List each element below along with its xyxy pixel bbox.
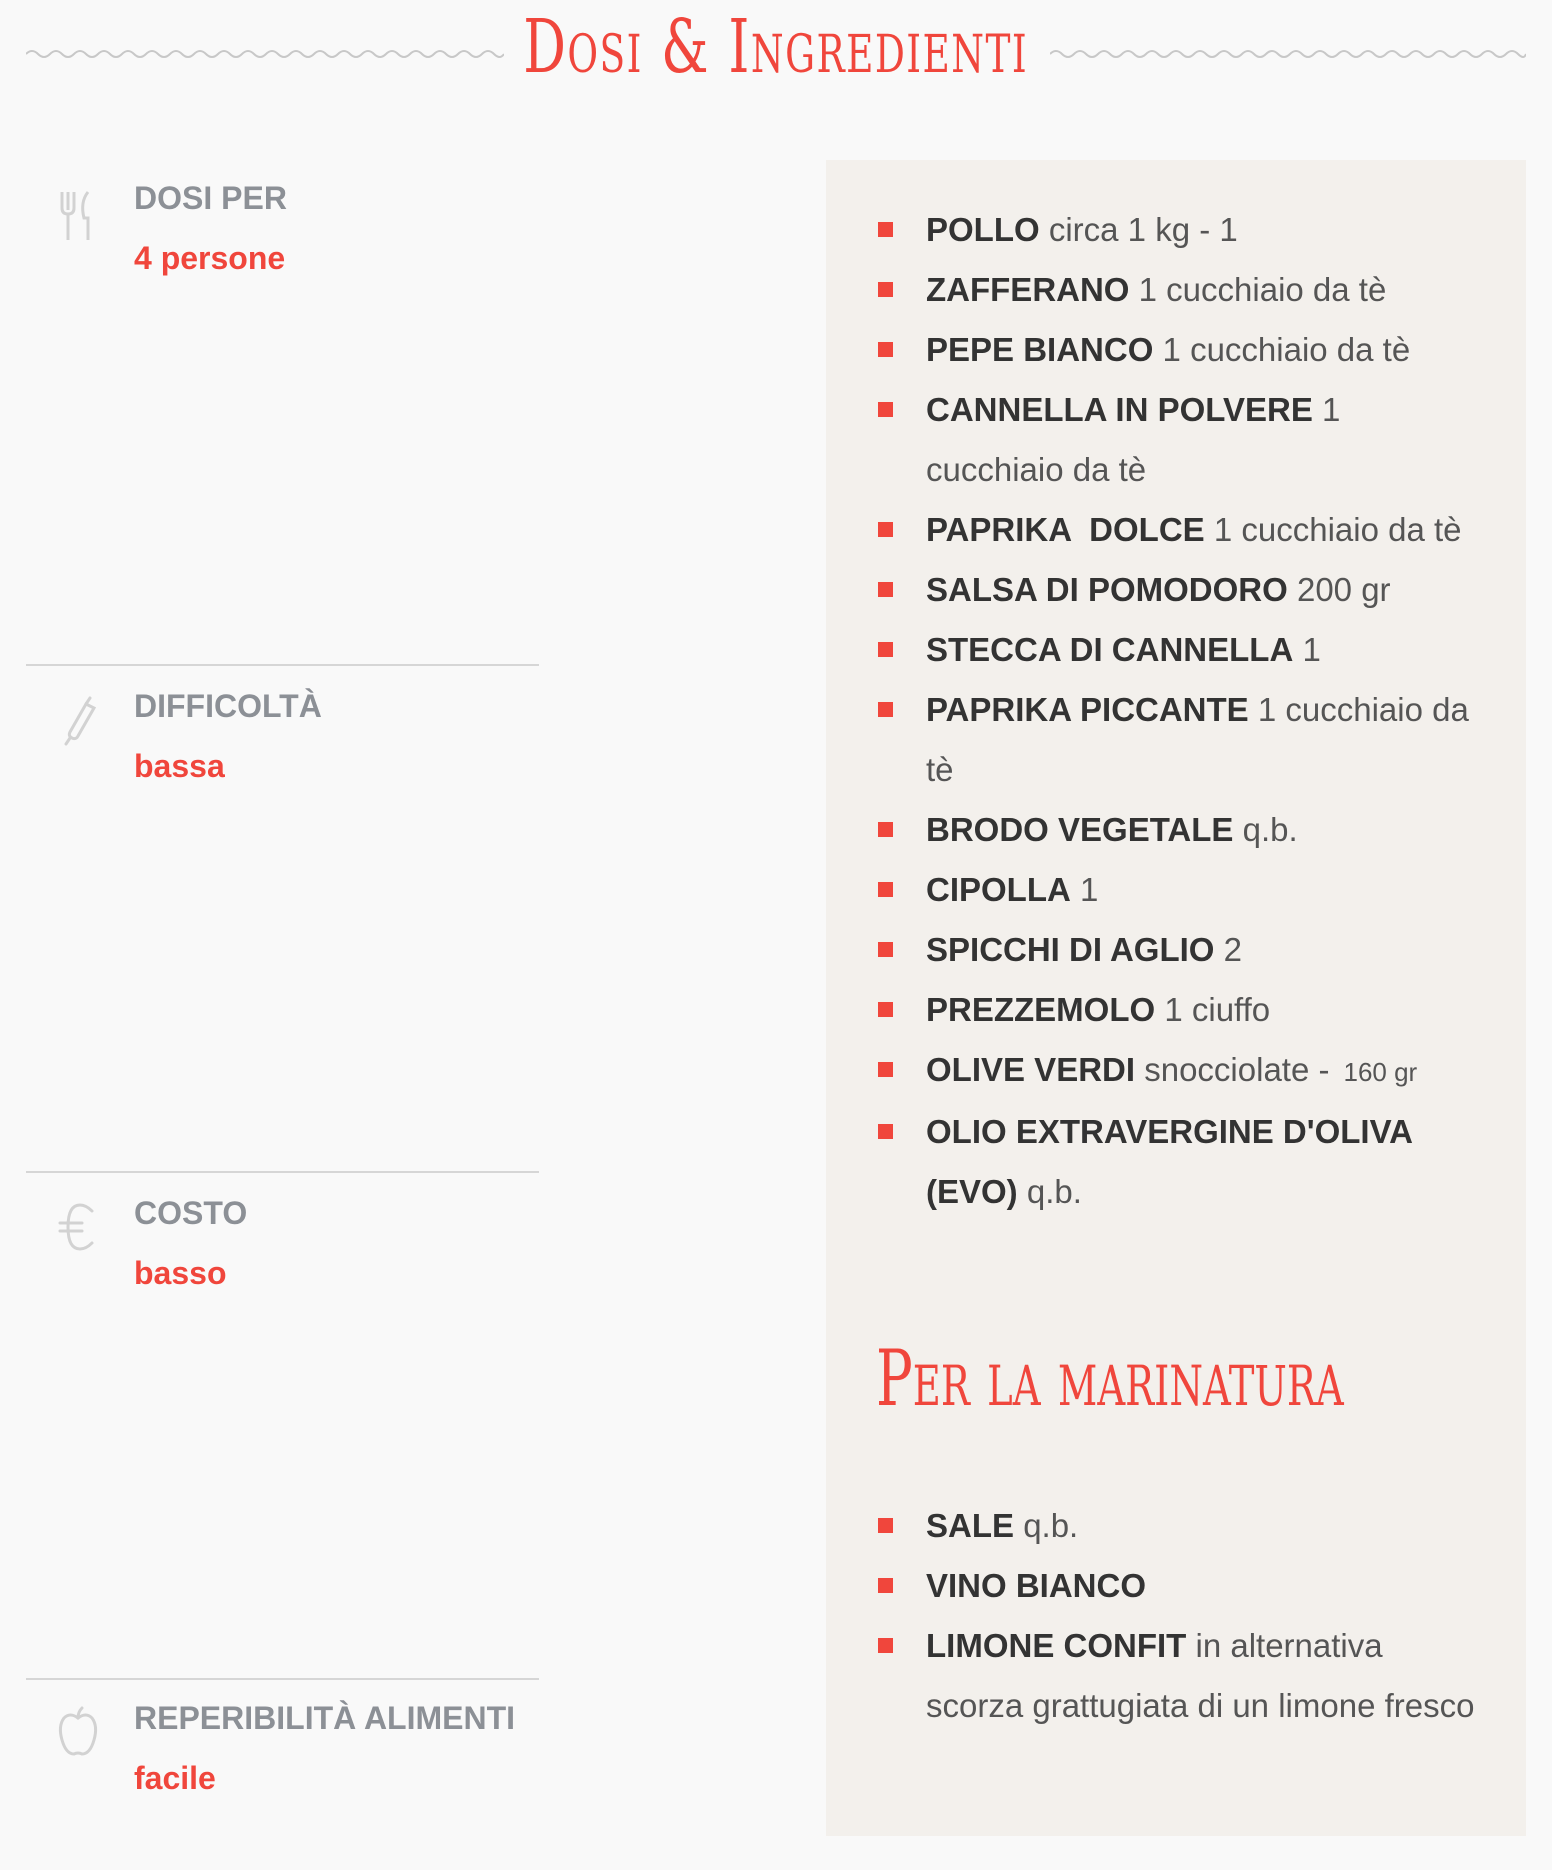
info-label: COSTO [134,1195,248,1231]
bullet-icon [878,822,893,837]
ingredient-item: BRODO VEGETALE q.b. [826,800,1526,860]
marinade-list [826,1496,1526,1736]
ingredient-item: STECCA DI CANNELLA 1 [826,620,1526,680]
ingredient-item: PEPE BIANCO 1 cucchiaio da tè [826,320,1526,380]
info-value: 4 persone [134,240,286,276]
bullet-icon [878,1518,893,1533]
ingredient-item: VINO BIANCO [826,1556,1526,1616]
marinade-title: Per la marinatura [876,1334,1344,1424]
bullet-icon [878,282,893,297]
bullet-icon [878,582,893,597]
info-value: bassa [134,748,225,784]
info-availability [26,1678,539,1850]
rolling-pin-icon [56,692,100,748]
info-value: basso [134,1255,227,1291]
ingredients-panel [826,160,1526,1836]
ingredient-item: PREZZEMOLO 1 ciuffo [826,980,1526,1040]
section-header [0,0,1552,110]
ingredient-item: PAPRIKA DOLCE 1 cucchiaio da tè [826,500,1526,560]
info-label: DOSI PER [134,180,287,216]
info-cost [26,1171,539,1679]
info-label: REPERIBILITÀ ALIMENTI [134,1700,516,1736]
bullet-icon [878,1002,893,1017]
ingredient-item: SALE q.b. [826,1496,1526,1556]
info-servings [26,160,539,660]
wave-divider-right [1050,46,1526,62]
bullet-icon [878,882,893,897]
bullet-icon [878,402,893,417]
info-value: facile [134,1760,216,1796]
ingredient-item: OLIVE VERDI snocciolate - 160 gr [826,1040,1526,1102]
apple-icon [56,1704,100,1760]
ingredient-item: CANNELLA IN POLVERE 1 cucchiaio da tè [826,380,1526,500]
euro-icon [56,1199,100,1255]
ingredient-item: OLIO EXTRAVERGINE D'OLIVA (EVO) q.b. [826,1102,1526,1222]
bullet-icon [878,642,893,657]
bullet-icon [878,522,893,537]
bullet-icon [878,1578,893,1593]
info-difficulty [26,664,539,1172]
bullet-icon [878,702,893,717]
bullet-icon [878,342,893,357]
bullet-icon [878,222,893,237]
ingredient-item: ZAFFERANO 1 cucchiaio da tè [826,260,1526,320]
ingredient-item: CIPOLLA 1 [826,860,1526,920]
section-title: Dosi & Ingredienti [523,4,1029,90]
ingredient-item: PAPRIKA PICCANTE 1 cucchiaio da tè [826,680,1526,800]
bullet-icon [878,1062,893,1077]
bullet-icon [878,1638,893,1653]
ingredients-list [826,200,1526,1222]
ingredient-item: SPICCHI DI AGLIO 2 [826,920,1526,980]
cutlery-icon [56,188,100,244]
bullet-icon [878,1124,893,1139]
bullet-icon [878,942,893,957]
ingredient-item: LIMONE CONFIT in alternativa scorza grattugiata di un limone fresco [826,1616,1526,1736]
ingredient-item: POLLO circa 1 kg - 1 [826,200,1526,260]
ingredient-item: SALSA DI POMODORO 200 gr [826,560,1526,620]
info-label: DIFFICOLTÀ [134,688,322,724]
